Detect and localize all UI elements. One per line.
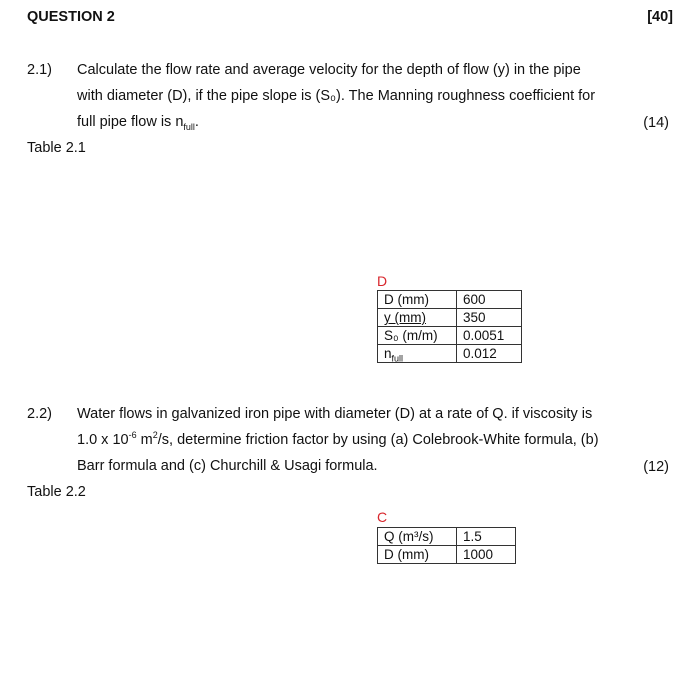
table-2-2-caption: Table 2.2 xyxy=(27,484,86,500)
q2-line-3: Barr formula and (c) Churchill & Usagi formula. xyxy=(77,458,378,474)
table-row: $n_{full}$ 0.012 xyxy=(378,345,522,363)
table-row: D (mm) 1000 xyxy=(378,546,516,564)
table-2-2 xyxy=(377,527,516,564)
q1-number: 2.1) xyxy=(27,62,52,78)
table-2-1-caption: Table 2.1 xyxy=(27,140,86,156)
q2-number: 2.2) xyxy=(27,406,52,422)
q2-marks: (12) xyxy=(643,459,669,475)
table-2-2-letter: C xyxy=(377,509,388,525)
q1-marks: (14) xyxy=(643,115,669,131)
total-marks: [40] xyxy=(647,9,673,25)
q1-text xyxy=(77,57,647,135)
table-row: Q (m³/s) 1.5 xyxy=(378,528,516,546)
table-row: y (mm) 350 xyxy=(378,309,522,327)
table-2-1 xyxy=(377,290,522,363)
table-2-1-letter: D xyxy=(377,273,388,289)
table-row: D (mm) 600 xyxy=(378,291,522,309)
q2-line-1: Water flows in galvanized iron pipe with diameter (D) at a rate of Q. if viscosity is xyxy=(77,406,593,422)
q2-text xyxy=(77,401,647,479)
q1-line-1: Calculate the flow rate and average velocity for the depth of flow (y) in the pipe xyxy=(77,62,581,78)
q1-line-2: with diameter (D), if the pipe slope is (S₀). The Manning roughness coefficient for xyxy=(77,88,596,104)
q1-line-3: full pipe flow is $n_{full}$. xyxy=(77,114,199,132)
table-row: S₀ (m/m) 0.0051 xyxy=(378,327,522,345)
q2-line-2: 1.0 x $10^{-6}$ $m^2/s$, determine friction factor by using (a) Colebrook-White formula, (b) xyxy=(77,430,599,448)
question-title: QUESTION 2 xyxy=(27,9,115,25)
